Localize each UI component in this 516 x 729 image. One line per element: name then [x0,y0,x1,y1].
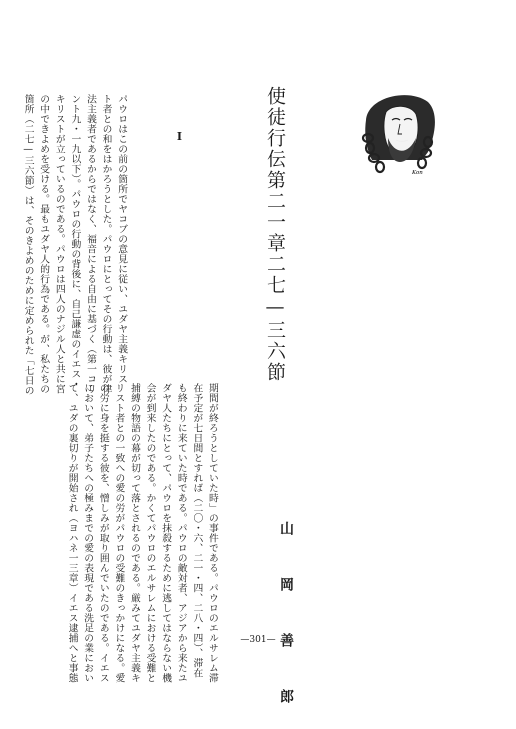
text-column: の労に身を挺する彼を、憎しみが取り囲んでいたのである。イエス [97,383,109,683]
body-text-lower [64,383,220,683]
text-column: ダヤ人たちにとって、パウロを抹殺するために逃してはならない機 [160,383,172,683]
text-column: ント九・一九以下）。パウロの行動の背後に、自己謙虚のイエス・ [69,94,81,390]
text-column: 箇所（二七—三六節）は、そのきよめのために定められた「七日の [22,94,34,396]
portrait-with-chains-illustration [358,90,438,176]
text-column: パウロはこの前の箇所でヤコブの意見に従い、ユダヤ主義キリス [116,94,128,384]
section-number: I [173,130,186,143]
text-column: 法主義者であるからではなく、福音による自由に基づく（第一コリ [84,94,96,394]
text-column: リスト者との一致への愛の労がパウロの受難のきっかけになる。愛 [113,383,125,683]
text-column: キリストが立っているのである。パウロは四人のナジル人と共に宮 [53,94,65,394]
text-column: 会が到来したのである。かくてパウロのエルサレムにおける受難と [144,383,156,683]
text-column: 期間が終ろうとしていた時」の事件である。パウロのエルサレム滞 [206,383,218,683]
text-column: 捕縛の物語の幕が切って落とされるのである。厳みてユダヤ主義キ [128,383,140,683]
author-name: 山 岡 善 郎 [278,521,294,717]
page-title: 使徒行伝第二一章二七—三六節 [264,86,286,383]
text-column: て、ユダの裏切りが開始され（ヨハネ一三章）イエス逮捕へと事態 [66,383,78,683]
text-column: の中できよめを受ける。最もユダヤ人的行為である。が、私たちの [38,94,50,394]
page-number: —301— [240,635,276,645]
text-column: 在予定が七日間とすれば（二〇・六、二一・四、二八・四）、滞在 [191,383,203,679]
body-text-upper [20,94,129,396]
text-column: も終わりに来ていた時である。パウロの敵対者、アジアから来たユ [175,383,187,683]
illustration-signature: Kon [412,170,423,176]
text-column: において、弟子たちへの極みまでの愛の表現である洗足の業におい [82,383,94,683]
text-column: ト者との和をはかろうとした。パウロにとってその行動は、彼が律 [100,94,112,394]
